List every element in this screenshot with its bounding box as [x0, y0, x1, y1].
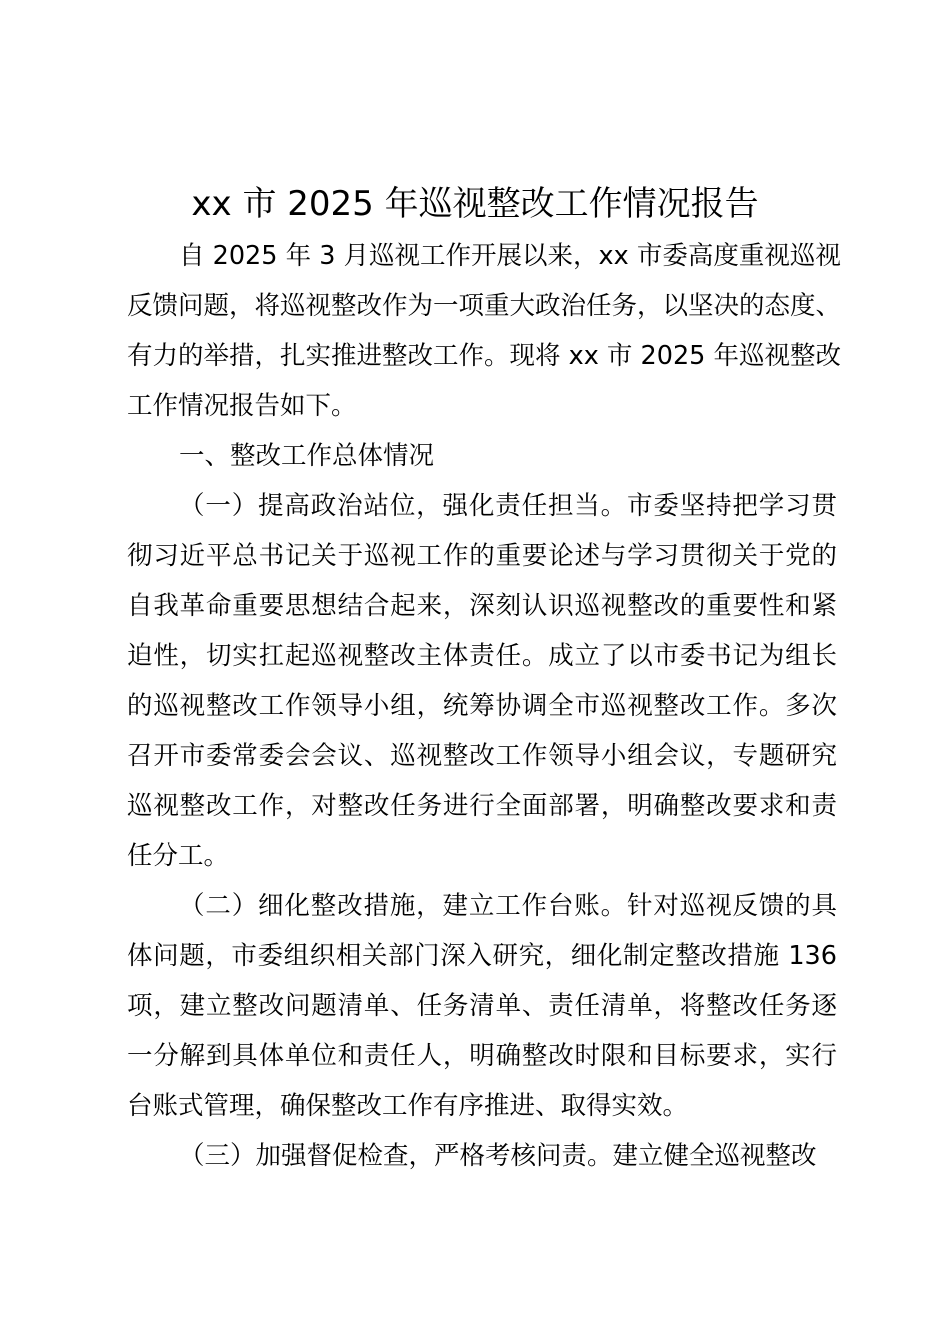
paragraph: [127, 431, 837, 481]
paragraph-line: 台账式管理，确保整改工作有序推进、取得实效。: [127, 1091, 689, 1121]
document-title: xx 市 2025 年巡视整改工作情况报告: [191, 184, 759, 224]
paragraph-line: （一）提高政治站位，强化责任担当。市委坚持把学习贯: [179, 491, 837, 521]
paragraph-line: 召开市委常委会会议、巡视整改工作领导小组会议，专题研究: [127, 741, 837, 771]
paragraph-line: 彻习近平总书记关于巡视工作的重要论述与学习贯彻关于党的: [127, 541, 837, 571]
paragraph-line: （三）加强督促检查，严格考核问责。建立健全巡视整改: [179, 1141, 817, 1171]
paragraph: [127, 1131, 837, 1181]
paragraph: [127, 481, 837, 881]
document-body: [127, 231, 842, 1181]
paragraph-line: 的巡视整改工作领导小组，统筹协调全市巡视整改工作。多次: [127, 691, 837, 721]
paragraph-line: 自我革命重要思想结合起来，深刻认识巡视整改的重要性和紧: [127, 591, 837, 621]
paragraph-line: （二）细化整改措施，建立工作台账。针对巡视反馈的具: [179, 891, 837, 921]
paragraph-line: 迫性，切实扛起巡视整改主体责任。成立了以市委书记为组长: [127, 641, 837, 671]
paragraph-line: 一、整改工作总体情况: [179, 441, 435, 471]
paragraph-line: 体问题，市委组织相关部门深入研究，细化制定整改措施 136: [127, 941, 837, 971]
paragraph-line: 工作情况报告如下。: [127, 391, 357, 421]
paragraph-line: 任分工。: [127, 841, 230, 871]
paragraph-line: 项，建立整改问题清单、任务清单、责任清单，将整改任务逐: [127, 991, 837, 1021]
paragraph: [127, 231, 842, 431]
paragraph-line: 巡视整改工作，对整改任务进行全面部署，明确整改要求和责: [127, 791, 837, 821]
paragraph-line: 一分解到具体单位和责任人，明确整改时限和目标要求，实行: [127, 1041, 837, 1071]
paragraph: [127, 881, 837, 1131]
paragraph-line: 有力的举措，扎实推进整改工作。现将 xx 市 2025 年巡视整改: [127, 341, 842, 371]
paragraph-line: 反馈问题，将巡视整改作为一项重大政治任务，以坚决的态度、: [127, 291, 842, 321]
paragraph-line: 自 2025 年 3 月巡视工作开展以来，xx 市委高度重视巡视: [179, 241, 841, 271]
